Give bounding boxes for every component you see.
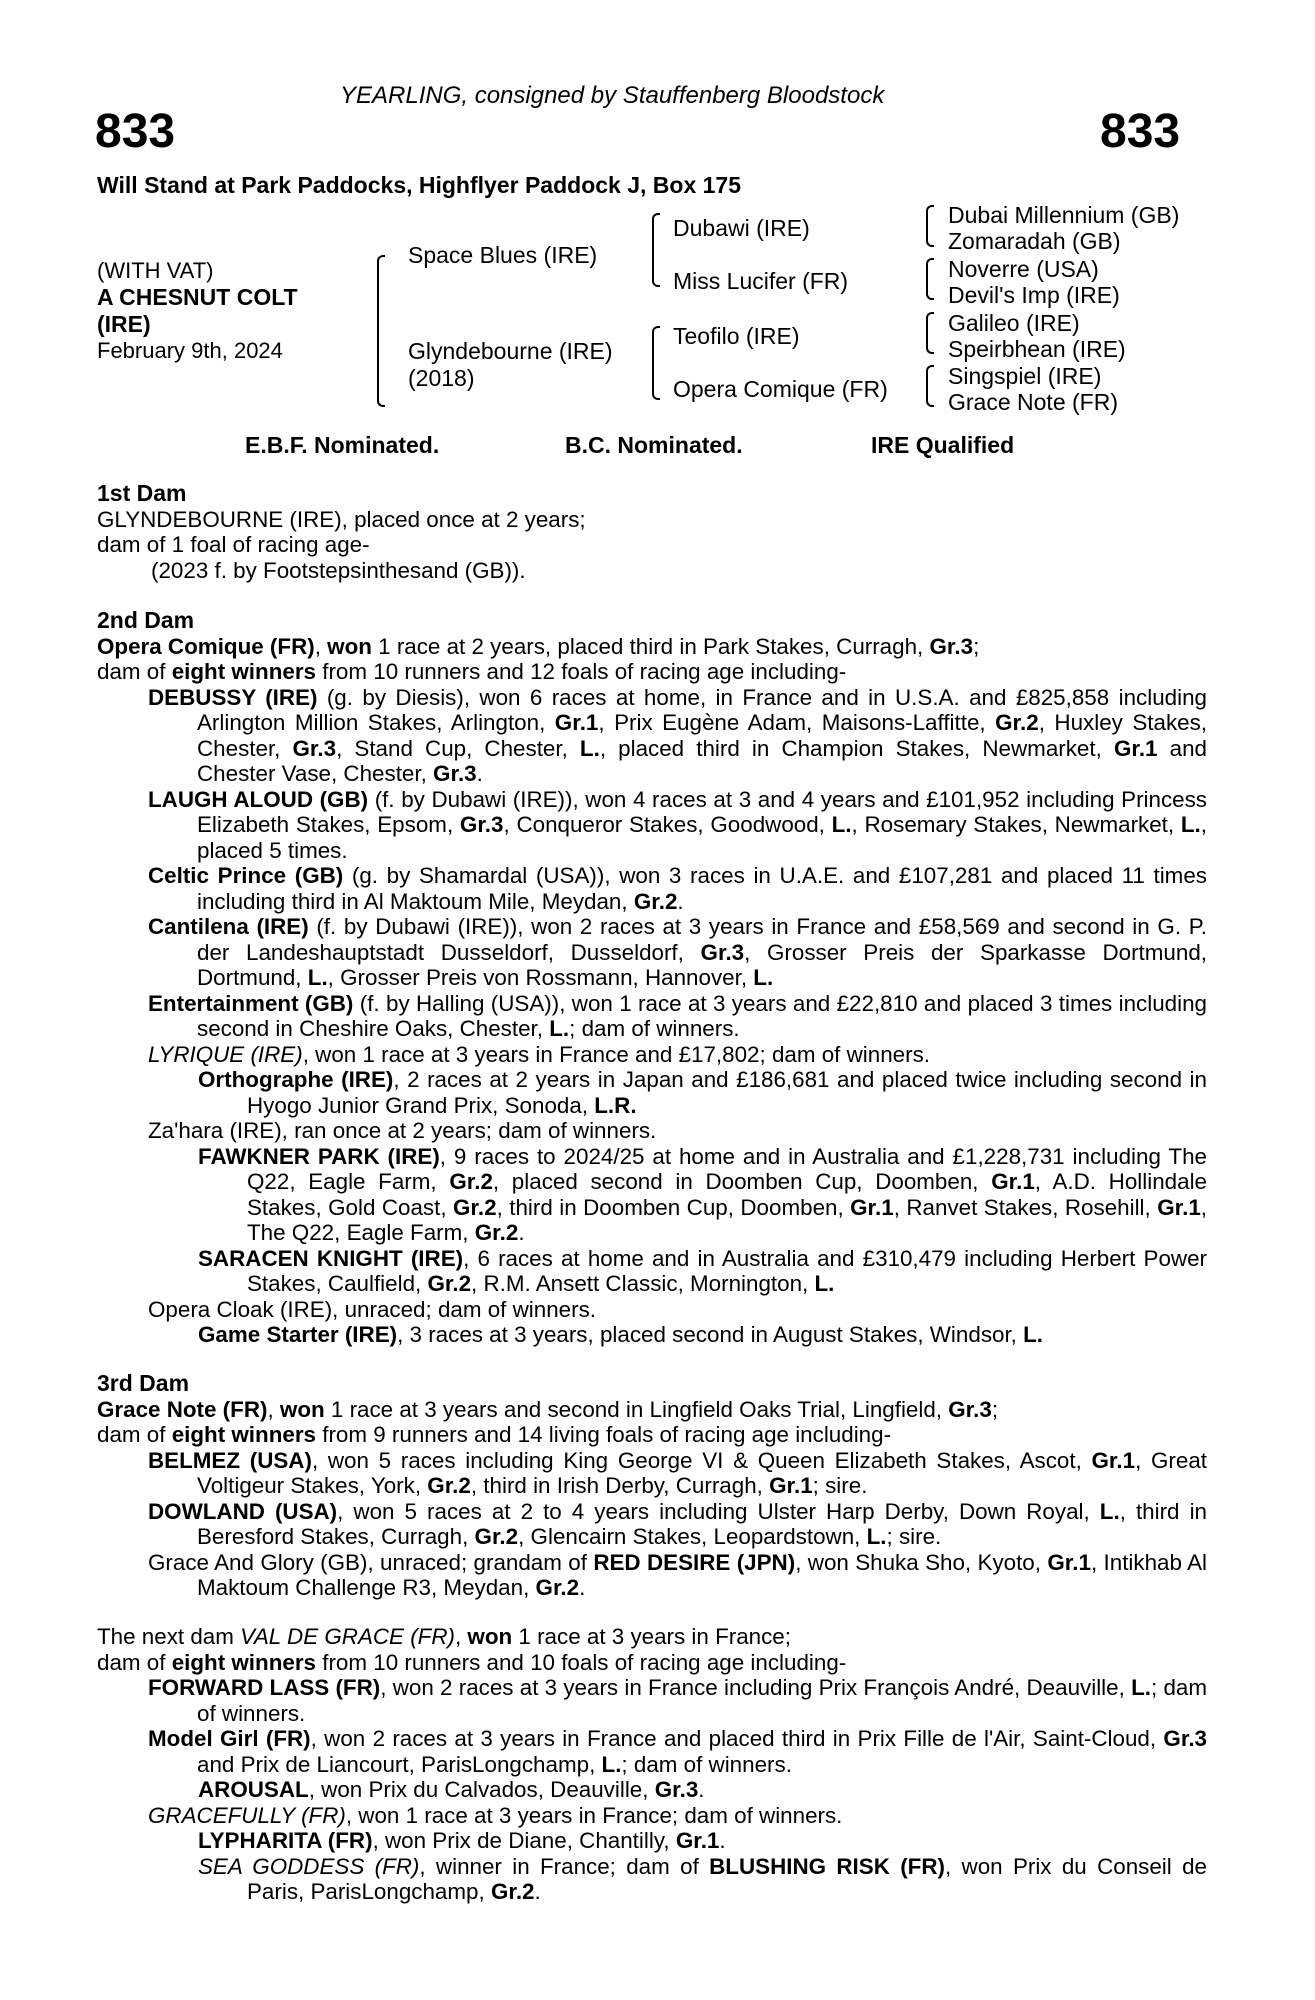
ebf-nomination: E.B.F. Nominated. — [245, 432, 440, 458]
brace-ds — [926, 312, 934, 354]
dam-year: (2018) — [408, 365, 475, 391]
summary-text: dam of — [97, 1422, 172, 1447]
produce-entry: Model Girl (FR), won 2 races at 3 years in France and placed third in Prix Fille de l'Air, Saint-Cloud, Gr.3 and Prix de Liancourt, ParisLongchamp, L.; dam of winners. — [148, 1726, 1207, 1777]
stand-location: Will Stand at Park Paddocks, Highflyer Paddock J, Box 175 — [97, 172, 741, 198]
produce-entry: Cantilena (IRE) (f. by Dubawi (IRE)), won 2 races at 3 years in France and £58,569 and second in G. P. der Landeshauptstadt Dusseldorf, Dusseldorf, Gr.3, Grosser Preis der Sparkasse Dortmund, Dortmund, L., Grosser Preis von Rossmann, Hannover, L. — [148, 914, 1207, 990]
punct: ; — [973, 633, 980, 659]
grade: Gr.3 — [948, 1396, 992, 1422]
sire-sire: Dubawi (IRE) — [673, 215, 810, 241]
produce-entry: LAUGH ALOUD (GB) (f. by Dubawi (IRE)), won 4 races at 3 and 4 years and £101,952 including Princess Elizabeth Stakes, Epsom, Gr.3, Conqueror Stakes, Goodwood, L., Rosemary Stakes, Newmarket, L., placed 5 times. — [148, 786, 1207, 863]
brace-gen1 — [377, 255, 385, 407]
next-dam-intro: The next dam VAL DE GRACE (FR), won 1 race at 3 years in France; — [97, 1624, 791, 1649]
first-dam-foals: dam of 1 foal of racing age- — [97, 532, 370, 557]
produce-entry: Orthographe (IRE), 2 races at 2 years in Japan and £186,681 and placed twice including second in Hyogo Junior Grand Prix, Sonoda, L.R. — [198, 1067, 1207, 1118]
ss-sire: Dubai Millennium (GB) — [948, 202, 1180, 228]
next-dam-text: 1 race at 3 years in France; — [512, 1624, 791, 1649]
produce-entry: GRACEFULLY (FR), won 1 race at 3 years in France; dam of winners. — [148, 1802, 843, 1828]
second-dam-heading: 2nd Dam — [97, 607, 195, 633]
winners-count: eight winners — [171, 1422, 317, 1447]
third-dam-intro-text: 1 race at 3 years and second in Lingfield Oaks Trial, Lingfield, — [324, 1396, 949, 1422]
second-dam-section — [97, 608, 1207, 1348]
sire: Space Blues (IRE) — [408, 242, 598, 268]
summary-text: from 10 runners and 12 foals of racing age including- — [316, 659, 847, 684]
dam: Glyndebourne (IRE) — [408, 338, 613, 364]
ire-qualified: IRE Qualified — [871, 432, 1015, 458]
brace-sire — [652, 213, 660, 287]
next-dam-section — [97, 1624, 1207, 1905]
brace-ss — [926, 205, 934, 247]
produce-entry: LYPHARITA (FR), won Prix de Diane, Chantilly, Gr.1. — [198, 1828, 726, 1853]
third-dam-name: Grace Note (FR) — [97, 1396, 268, 1422]
summary-text: dam of — [97, 659, 172, 684]
consignment-line: YEARLING, consigned by Stauffenberg Bloodstock — [340, 82, 885, 109]
produce-entry: Opera Cloak (IRE), unraced; dam of winners. — [148, 1296, 596, 1322]
next-dam-name: VAL DE GRACE (FR) — [240, 1624, 455, 1649]
second-dam-summary — [97, 659, 1207, 685]
first-dam-line: GLYNDEBOURNE (IRE), placed once at 2 years; — [97, 506, 586, 532]
winners-count: eight winners — [171, 659, 317, 684]
produce-entry: DEBUSSY (IRE) (g. by Diesis), won 6 races at home, in France and in U.S.A. and £825,858 including Arlington Million Stakes, Arlington, Gr.1, Prix Eugène Adam, Maisons-Laffitte, Gr.2, Huxley Stakes, Chester, Gr.3, Stand Cup, Chester, L., placed third in Champion Stakes, Newmarket, Gr.1 and Chester Vase, Chester, Gr.3. — [148, 684, 1208, 786]
punct: ; — [991, 1396, 999, 1422]
produce-entry: DOWLAND (USA), won 5 races at 2 to 4 years including Ulster Harp Derby, Down Royal, L., third in Beresford Stakes, Curragh, Gr.2, Glencairn Stakes, Leopardstown, L.; sire. — [148, 1498, 1207, 1549]
summary-text: from 9 runners and 14 living foals of racing age including- — [316, 1422, 892, 1447]
sd-dam: Devil's Imp (IRE) — [948, 282, 1120, 308]
lot-number-right: 833 — [1100, 105, 1181, 158]
produce-entry: SARACEN KNIGHT (IRE), 6 races at home and in Australia and £310,479 including Herbert Power Stakes, Caulfield, Gr.2, R.M. Ansett Classic, Mornington, L. — [198, 1245, 1207, 1296]
dam-dam: Opera Comique (FR) — [673, 376, 888, 402]
bc-nomination: B.C. Nominated. — [565, 432, 743, 458]
first-dam-heading: 1st Dam — [97, 480, 187, 506]
first-dam-section — [97, 481, 1207, 583]
produce-entry: Celtic Prince (GB) (g. by Shamardal (USA)), won 3 races in U.A.E. and £107,281 and placed 11 times including third in Al Maktoum Mile, Meydan, Gr.2. — [148, 863, 1207, 914]
produce-entry: Grace And Glory (GB), unraced; grandam of RED DESIRE (JPN), won Shuka Sho, Kyoto, Gr.1, Intikhab Al Maktoum Challenge R3, Meydan, Gr.2. — [148, 1549, 1207, 1600]
summary-text: dam of — [97, 1649, 172, 1675]
next-dam-summary — [97, 1650, 1207, 1676]
sd-sire: Noverre (USA) — [948, 256, 1099, 282]
produce-entry: LYRIQUE (IRE), won 1 race at 3 years in France and £17,802; dam of winners. — [148, 1041, 930, 1067]
produce-entry: SEA GODDESS (FR), winner in France; dam of BLUSHING RISK (FR), won Prix du Conseil de Paris, ParisLongchamp, Gr.2. — [198, 1853, 1207, 1904]
ds-sire: Galileo (IRE) — [948, 310, 1080, 336]
foaling-date: February 9th, 2024 — [97, 338, 283, 363]
second-dam-name: Opera Comique (FR) — [97, 633, 315, 659]
produce-entry: BELMEZ (USA), won 5 races including King George VI & Queen Elizabeth Stakes, Ascot, Gr.1, Great Voltigeur Stakes, York, Gr.2, third in Irish Derby, Curragh, Gr.1; sire. — [148, 1447, 1207, 1498]
sire-dam: Miss Lucifer (FR) — [673, 268, 849, 294]
third-dam-section — [97, 1371, 1207, 1601]
third-dam-heading: 3rd Dam — [97, 1370, 190, 1396]
winners-count: eight winners — [171, 1649, 317, 1675]
produce-entry: Za'hara (IRE), ran once at 2 years; dam of winners. — [148, 1118, 657, 1143]
brace-dd — [926, 365, 934, 407]
ss-dam: Zomaradah (GB) — [948, 228, 1121, 254]
third-dam-summary — [97, 1422, 1207, 1448]
next-dam-text: The next dam — [97, 1624, 241, 1649]
summary-text: from 10 runners and 10 foals of racing age including- — [316, 1649, 847, 1675]
won-label: won — [327, 633, 372, 659]
produce-entry: AROUSAL, won Prix du Calvados, Deauville, Gr.3. — [198, 1777, 705, 1802]
dd-dam: Grace Note (FR) — [948, 389, 1118, 415]
vat-note: (WITH VAT) — [97, 258, 214, 283]
horse-name: A CHESNUT COLT — [97, 284, 298, 310]
second-dam-intro-text: 1 race at 2 years, placed third in Park Stakes, Curragh, — [371, 633, 930, 659]
won-label: won — [467, 1624, 513, 1649]
won-label: won — [279, 1396, 325, 1422]
lot-number-left: 833 — [95, 105, 176, 158]
produce-entry: FORWARD LASS (FR), won 2 races at 3 years in France including Prix François André, Deauville, L.; dam of winners. — [148, 1675, 1208, 1726]
brace-sd — [926, 258, 934, 300]
dd-sire: Singspiel (IRE) — [948, 363, 1102, 389]
third-dam-intro: Grace Note (FR), won 1 race at 3 years and second in Lingfield Oaks Trial, Lingfield, Gr.3; — [97, 1396, 999, 1422]
produce-entry: FAWKNER PARK (IRE), 9 races to 2024/25 at home and in Australia and £1,228,731 including The Q22, Eagle Farm, Gr.2, placed second in Doomben Cup, Doomben, Gr.1, A.D. Hollindale Stakes, Gold Coast, Gr.2, third in Doomben Cup, Doomben, Gr.1, Ranvet Stakes, Rosehill, Gr.1, The Q22, Eagle Farm, Gr.2. — [198, 1143, 1208, 1245]
first-dam-produce: (2023 f. by Footstepsinthesand (GB)). — [151, 557, 526, 583]
dam-sire: Teofilo (IRE) — [673, 323, 800, 349]
ds-dam: Speirbhean (IRE) — [948, 336, 1126, 362]
horse-name-suffix: (IRE) — [97, 311, 151, 337]
produce-entry: Entertainment (GB) (f. by Halling (USA)), won 1 race at 3 years and £22,810 and placed 3 times including second in Cheshire Oaks, Chester, L.; dam of winners. — [148, 990, 1207, 1041]
produce-entry: Game Starter (IRE), 3 races at 3 years, placed second in August Stakes, Windsor, L. — [198, 1322, 1044, 1347]
grade: Gr.3 — [929, 633, 974, 659]
second-dam-intro: Opera Comique (FR), won 1 race at 2 years, placed third in Park Stakes, Curragh, Gr.3; — [97, 633, 980, 659]
brace-dam — [652, 326, 660, 400]
